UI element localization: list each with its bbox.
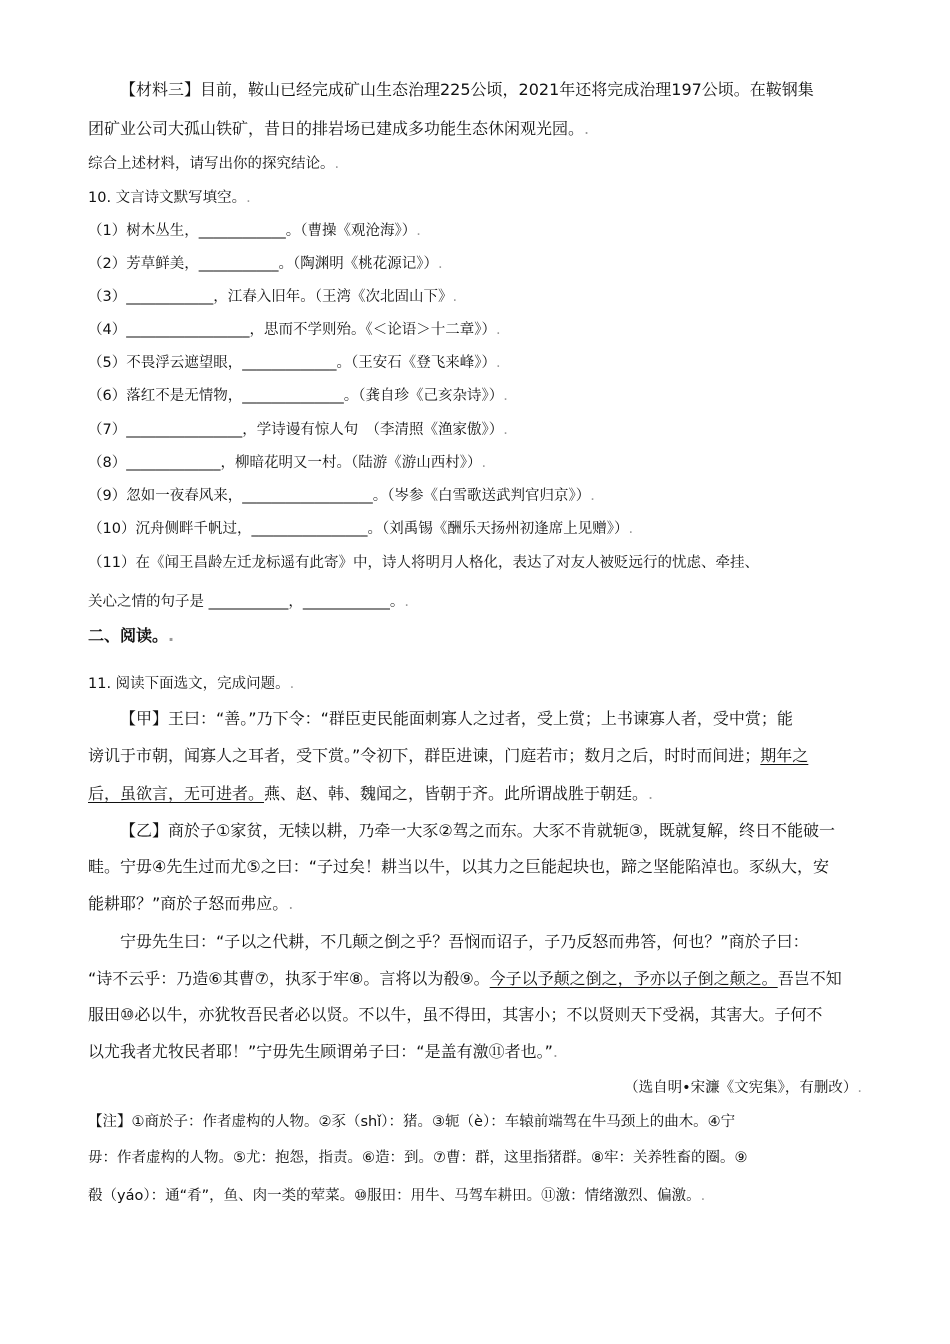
q10-item-11-line2: 关心之情的句子是 ___________，____________。.: [88, 594, 409, 610]
section2-title: 二、阅读。.: [88, 626, 175, 645]
q10-item-8: （8）_____________，柳暗花明又一村。（陆游《游山西村》）.: [88, 455, 487, 471]
q10-item-3: （3）____________，江春入旧年。（王湾《次北固山下》.: [88, 289, 458, 305]
q10-item-5: （5）不畏浮云遮望眼，_____________。（王安石《登飞来峰》）.: [88, 355, 501, 371]
yi-para2-line4: 以尤我者尤牧民者耶！”宁毋先生顾谓弟子曰：“是盖有激⑪者也。”.: [88, 1042, 558, 1061]
yi-line1: 【乙】商於子①家贫，无犊以耕，乃牵一大豕②驾之而东。大豕不肯就轭③，既就复解，终日不能破一: [120, 821, 836, 840]
notes-line2: 毋：作者虚构的人物。⑤尤：抱怨，指责。⑥造：到。⑦曹：群，这里指猪群。⑧牢：关养牲畜的圈。⑨: [88, 1150, 748, 1166]
q10-title: 10. 文言诗文默写填空。.: [88, 190, 251, 206]
jia-line1: 【甲】王曰：“善。”乃下令：“群臣吏民能面刺寡人之过者，受上赏；上书谏寡人者，受中赏；能: [120, 709, 793, 728]
q10-item-10: （10）沉舟侧畔千帆过，________________。（刘禹锡《酬乐天扬州初逢席上见赠》）.: [88, 521, 634, 537]
q10-item-7: （7）________________，学诗谩有惊人句 （李清照《渔家傲》）.: [88, 422, 508, 438]
q10-item-9: （9）忽如一夜春风来，__________________。（岑参《白雪歌送武判官归京》）.: [88, 488, 595, 504]
yi-underlined-sentence: 今子以予颠之倒之，予亦以子倒之颠之。: [489, 969, 778, 988]
yi-para2-line3: 服田⑩必以牛，亦犹牧吾民者必以贤。不以牛，虽不得田，其害小；不以贤则天下受祸，其害大。子何不: [88, 1005, 823, 1024]
notes-line3: 殽（yáo）：通“肴”，鱼、肉一类的荤菜。⑩服田：用牛、马驾车耕田。⑪激：情绪激烈、偏激。.: [88, 1188, 706, 1204]
material3-line2: 团矿业公司大孤山铁矿，昔日的排岩场已建成多功能生态休闲观光园。.: [88, 119, 590, 138]
q10-item-1: （1）树木丛生，____________。（曹操《观沧海》）.: [88, 223, 421, 239]
yi-line3: 能耕耶？”商於子怒而弗应。.: [88, 894, 294, 913]
yi-para2-line2: “诗不云乎：乃造⑥其曹⑦，执豕于牢⑧。言将以为殽⑨。今子以予颠之倒之，予亦以子倒之颠之。吾岂不知: [88, 969, 842, 988]
conclusion-prompt: 综合上述材料，请写出你的探究结论。.: [88, 156, 340, 172]
notes-line1: 【注】①商於子：作者虚构的人物。②豕（shǐ）：猪。③轭（è）：车辕前端驾在牛马颈上的曲木。④宁: [88, 1114, 736, 1130]
jia-underlined-part1: 期年之: [760, 746, 809, 765]
source-citation: （选自明•宋濂《文宪集》，有删改）.: [624, 1080, 862, 1096]
material3-line1: 【材料三】目前，鞍山已经完成矿山生态治理225公顷，2021年还将完成治理197公顷。在鞍钢集: [120, 80, 814, 99]
q10-item-4: （4）_________________，思而不学则殆。《＜论语＞十二章》）.: [88, 322, 501, 338]
q11-title: 11. 阅读下面选文，完成问题。.: [88, 676, 295, 692]
jia-line3: 后，虽欲言，无可进者。燕、赵、韩、魏闻之，皆朝于齐。此所谓战胜于朝廷。.: [88, 784, 654, 803]
jia-underlined-part2: 后，虽欲言，无可进者。: [88, 784, 265, 803]
q10-item-2: （2）芳草鲜美，___________。（陶渊明《桃花源记》）.: [88, 256, 443, 272]
yi-line2: 畦。宁毋④先生过而尤⑤之曰：“子过矣！耕当以牛，以其力之巨能起块也，蹄之坚能陷淖也。豕纵大，安: [88, 857, 829, 876]
q10-item-6: （6）落红不是无情物，______________。（龚自珍《己亥杂诗》）.: [88, 388, 508, 404]
yi-para2-line1: 宁毋先生曰：“子以之代耕，不几颠之倒之乎？吾悯而诏子，子乃反怒而弗答，何也？”商於子曰：: [120, 932, 809, 951]
jia-line2: 谤讥于市朝，闻寡人之耳者，受下赏。”令初下，群臣进谏，门庭若市；数月之后，时时而间进；期年之: [88, 746, 809, 765]
q10-item-11-line1: （11）在《闻王昌龄左迁龙标遥有此寄》中，诗人将明月人格化，表达了对友人被贬远行的忧虑、牵挂、: [88, 555, 759, 571]
